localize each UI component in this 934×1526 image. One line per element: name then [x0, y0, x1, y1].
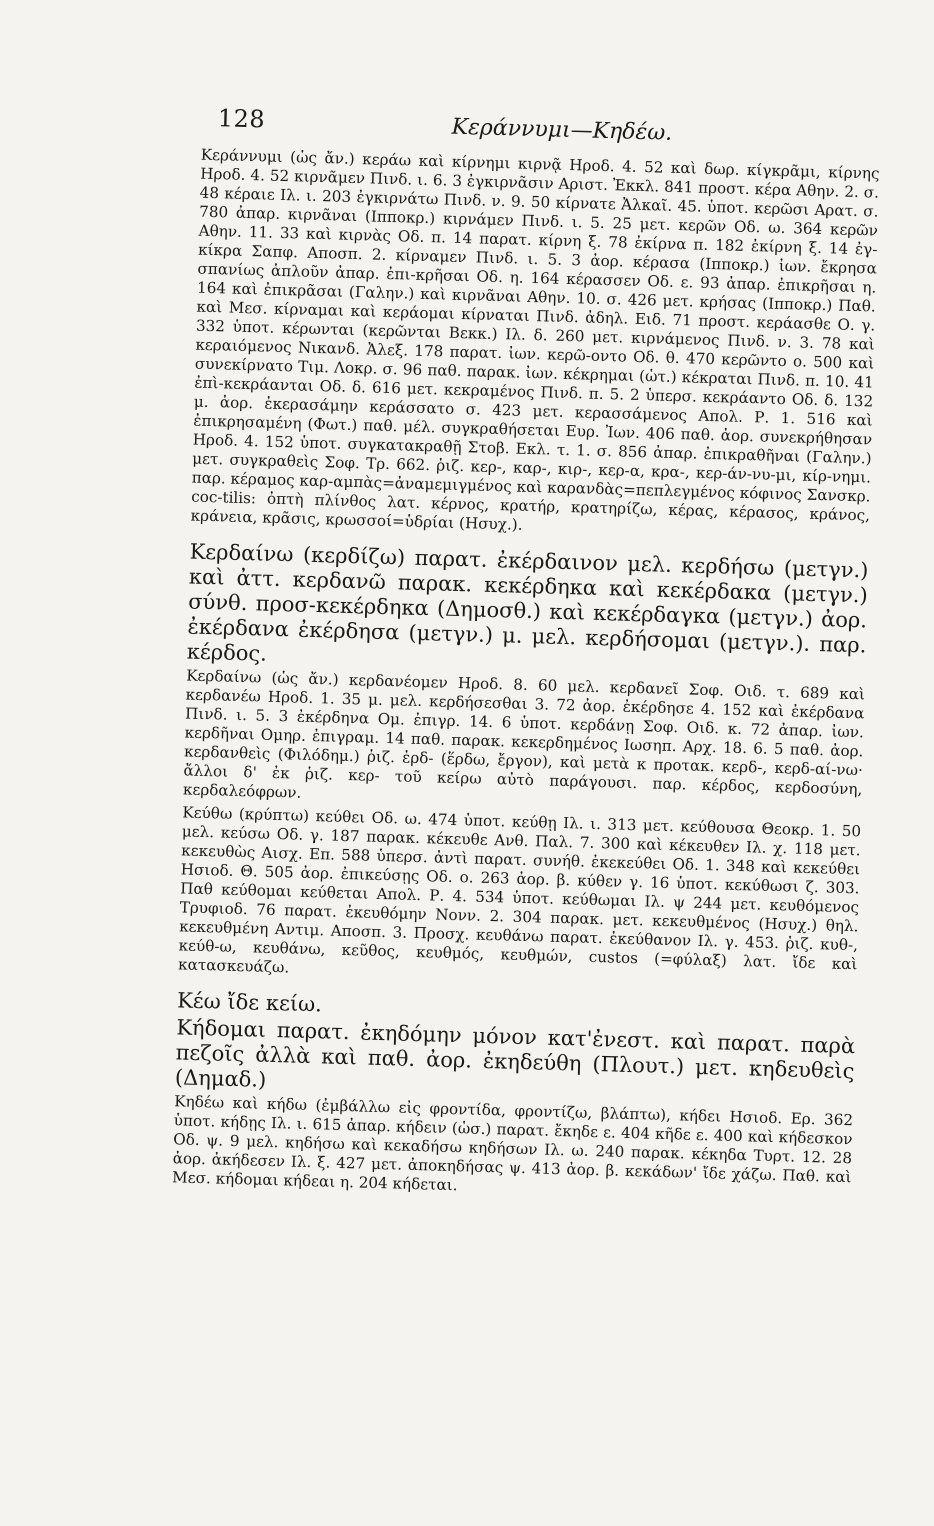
entry-kedomai	[172, 1015, 856, 1206]
lemma-heading: Κήδομαι παρατ. ἐκηδόμην μόνον κατ'ἐνεστ. καὶ παρατ. παρὰ πεζοῖς ἀλλὰ καὶ παθ. ἀορ. ἐκηδεύθη (Πλουτ.) μετ. κηδευθεὶς (Δημαδ.)	[174, 1015, 856, 1092]
entry-kerdaino	[183, 540, 869, 819]
running-title: Κεράννυμι—Κηδέω.	[451, 114, 673, 146]
entry-keutho	[178, 803, 862, 993]
page-number: 128	[217, 104, 266, 134]
lemma-heading: Κερδαίνω (κερδίζω) παρατ. ἐκέρδαινον μελ. κερδήσω (μετγν.) καὶ ἀττ. κερδανῶ παρακ. κεκέρδηκα καὶ κεκέρδακα (μετγν.) σύνθ. προσ-κεκέρδηκα (Δημοσθ.) καὶ κεκέρδαγκα (μετγν.) ἀορ. ἐκέρδανα ἐκέρδησα (μετγν.) μ. μελ. κερδήσομαι (μετγν.). παρ. κέρδος.	[186, 539, 869, 666]
entry-kerannymi	[190, 146, 879, 545]
entry-body: Κερδαίνω (ὡς ἄν.) κερδανέομεν Ηροδ. 8. 60 μελ. κερδανεῖ Σοφ. Οιδ. τ. 689 καὶ κερδανέω Ηροδ. 1. 35 μ. μελ. κερδήσεσθαι 3. 72 ἀορ. ἐκέρδησε 4. 152 καὶ ἐκέρδανα Πινδ. ι. 5. 3 ἐκέρδηνα Ομ. ἐπιγρ. 14. 6 ὑποτ. κερδάνῃ Σοφ. Οιδ. κ. 72 ἀπαρ. ἰων. κερδῆναι Ομηρ. ἐπιγραμ. 14 παθ. παρακ. κεκερδημένος Ιωσηπ. Αρχ. 18. 6. 5 παθ. ἀορ. κερδανθεὶς (Φιλόδημ.) ῥιζ. ἐρδ- (ἕρδω, ἔργον), καὶ μετὰ κ προτακ. κερδ-, κερδ-αί-νω· ἄλλοι δ' ἐκ ῥιζ. κερ- τοῦ κείρω αὐτὸ παράγουσι. παρ. κέρδος, κερδοσύνη, κερδαλεόφρων.	[182, 666, 866, 802]
entry-body: Κεράννυμι (ὡς ἄν.) κεράω καὶ κίρνημι κιρνᾷ Ηροδ. 4. 52 καὶ δωρ. κίγκρᾶμι, κίρνης Ηροδ. 4. 52 κιρνᾶμεν Πινδ. ι. 6. 3 ἐγκιρνᾶσιν Αριστ. Ἐκκλ. 841 προστ. κέρα Αθην. 2. σ. 48 κέραιε Ιλ. ι. 203 ἐγκιρνάτω Πινδ. ν. 9. 50 κίρνατε Ἀλκαῖ. 45. ὑποτ. κερῶσι Αρατ. σ. 780 ἀπαρ. κιρνᾶναι (Ιπποκρ.) κιρνάμεν Πινδ. ι. 5. 25 μετ. κερῶν Οδ. ω. 364 κερῶν Αθην. 11. 33 καὶ κιρνὰς Οδ. π. 14 παρατ. κίρνη ξ. 78 ἐκίρνα π. 182 ἐκίρνη ξ. 14 ἐγ-κίκρα Σαπφ. Αποσπ. 2. κίρναμεν Πινδ. ι. 5. 3 ἀορ. κέρασα (Ιπποκρ.) ἰων. ἔκρησα σπανίως ἁπλοῦν ἀπαρ. ἐπι-κρῆσαι Οδ. η. 164 κέρασσεν Οδ. ε. 93 ἀπαρ. ἐπικρῆσαι η. 164 καὶ ἐπικρᾶσαι (Γαλην.) καὶ κιρνᾶναι Αθην. 10. σ. 426 μετ. κρήσας (Ιπποκρ.) Παθ. καὶ Μεσ. κίρναμαι καὶ κεράομαι κίρναται Πινδ. ἀδηλ. Ειδ. 71 προστ. κεράασθε Ο. γ. 332 ὑποτ. κέρωνται (κερῶνται Βεκκ.) Ιλ. δ. 260 μετ. κιρνάμενος Πινδ. ν. 3. 78 καὶ κεραιόμενος Νικανδ. Ἀλεξ. 178 παρατ. ἰων. κερῶ-οντο Οδ. θ. 470 κερῶντο ο. 500 καὶ συνεκίρνατο Τιμ. Λοκρ. σ. 96 παθ. παρακ. ἰων. κέκρημαι (ὡτ.) κέκραται Πινδ. π. 10. 41 ἐπὶ-κεκράανται Οδ. δ. 616 μετ. κεκραμένος Πινδ. π. 5. 2 ὑπερσ. κεκράαντο Οδ. δ. 132 μ. ἀορ. ἐκερασάμην κεράσσατο σ. 423 μετ. κερασσάμενος Απολ. Ρ. 1. 516 καὶ ἐπικρησαμένη (Φωτ.) παθ. μέλ. συγκραθήσεται Ευρ. Ἰων. 406 παθ. ἀορ. συνεκρήθησαν Ηροδ. 4. 152 ὑποτ. συγκατακραθῇ Στοβ. Εκλ. τ. 1. σ. 856 ἀπαρ. ἐπικραθῆναι (Γαλην.) μετ. συγκραθεὶς Σοφ. Τρ. 662. ῥιζ. κερ-, καρ-, κιρ-, κερ-α, κρα-, κερ-άν-νυ-μι, κίρ-νημι. παρ. κέραμος καρ-αμπὰς=ἀναμεμιγμένος καὶ καρανδὰς=πεπλεγμένος κόφινος Σανσκρ. coc-tilis: ὀπτὴ πλίνθος λατ. κέρνος, κρατήρ, κρατηρίζω, κέρας, κέρασος, κράνος, κράνεια, κρᾶσις, κρωσσοί=ὑδρίαι (Ησυχ.).	[190, 145, 880, 534]
entry-body: Κηδέω καὶ κήδω (ἐμβάλλω εἰς φροντίδα, φροντίζω, βλάπτω), κήδει Ησιοδ. Ερ. 362 ὑποτ. κήδῃς Ιλ. ι. 615 ἀπαρ. κήδειν (ὡσ.) παρατ. ἔκηδε ε. 404 κῆδε ε. 400 καὶ κήδεσκον Οδ. ψ. 9 μελ. κηδήσω καὶ κεκαδήσω κηδήσων Ιλ. ω. 240 παρακ. κέκηδα Τυρτ. 12. 28 ἀορ. ἀκήδεσεν Ιλ. ξ. 427 μετ. ἀποκηδήσας ψ. 413 ἀορ. β. κεκάδων' ἴδε χάζω. Παθ. καὶ Μεσ. κήδομαι κήδεαι η. 204 κήδεται.	[171, 1092, 854, 1195]
entry-body: Κεύθω (κρύπτω) κεύθει Οδ. ω. 474 ὑποτ. κεύθῃ Ιλ. ι. 313 μετ. κεύθουσα Θεοκρ. 1. 50 μελ. κεύσω Οδ. γ. 187 παρακ. κέκευθε Ανθ. Παλ. 7. 300 καὶ κέκευθεν Ιλ. χ. 118 μετ. κεκευθὼς Αισχ. Επ. 588 ὑπερσ. ἀντὶ παρατ. συνήθ. ἐκεκεύθει Οδ. 1. 348 καὶ κεκεύθει Ησιοδ. Θ. 505 ἀορ. ἐπικεύσῃς Οδ. ο. 263 ἀορ. β. κύθεν γ. 16 ὑποτ. κεκύθωσι ζ. 303. Παθ κεύθομαι κεύθεται Απολ. Ρ. 4. 534 ὑποτ. κεύθωμαι Ιλ. ψ 244 μετ. κευθόμενος Τρυφιοδ. 76 παρατ. ἐκευθόμην Νονν. 2. 304 παρακ. μετ. κεκευθμένος (Ησυχ.) θηλ. κεκευθμένη Αντιμ. Αποσπ. 3. Προσχ. κευθάνω παρατ. ἐκεύθανον Ιλ. γ. 453. ῥιζ. κυθ-, κεύθ-ω, κευθάνω, κεῦθος, κευθμός, κευθμών, custos (=φύλαξ) λατ. ἴδε καὶ κατασκευάζω.	[177, 803, 862, 977]
lemma-heading: Κέω ἴδε κείω.	[176, 988, 323, 1017]
